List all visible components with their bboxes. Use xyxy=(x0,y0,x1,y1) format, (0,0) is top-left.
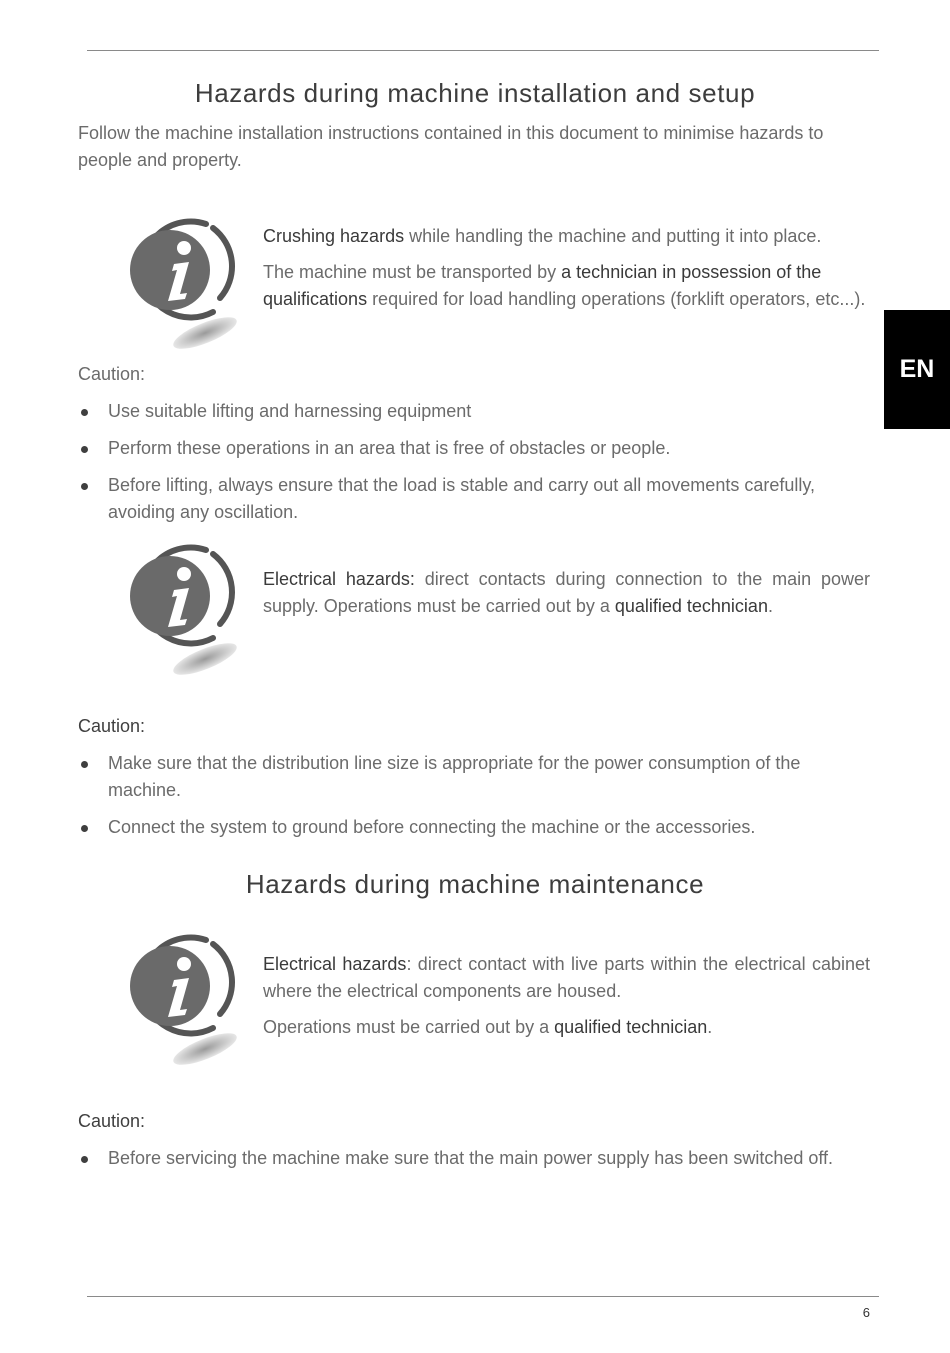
qualified-technician-term: qualified technician xyxy=(554,1017,708,1037)
crushing-hazards-desc: while handling the machine and putting it into place. xyxy=(404,226,822,246)
qualified-technician-term: qualified technician xyxy=(614,596,768,616)
list-item: Before lifting, always ensure that the load is stable and carry out all movements carefully, avoiding any oscillation. xyxy=(78,472,870,526)
list-item: Make sure that the distribution line size is appropriate for the power consumption of the machine. xyxy=(78,750,870,804)
caution-label: Caution: xyxy=(78,1111,146,1131)
info-block-electrical-maintenance xyxy=(263,951,870,1041)
maintenance-note-pre: Operations must be carried out by a xyxy=(263,1017,555,1037)
caution-list-electrical xyxy=(78,750,870,851)
transport-note-post: required for load handling operations (forklift operators, etc...). xyxy=(367,289,866,309)
info-block-electrical-connection xyxy=(263,566,870,620)
info-block-crushing xyxy=(263,223,870,313)
list-item: Use suitable lifting and harnessing equipment xyxy=(78,398,870,425)
footer-rule xyxy=(87,1296,879,1297)
list-item: Before servicing the machine make sure that the main power supply has been switched off. xyxy=(78,1145,870,1172)
maintenance-note-post: . xyxy=(707,1017,713,1037)
transport-note-pre: The machine must be transported by xyxy=(263,262,562,282)
transport-note-qualification: a technician in possession of the qualifications xyxy=(263,262,822,309)
language-tab: EN xyxy=(884,310,950,429)
info-icon xyxy=(110,538,245,678)
info-icon xyxy=(110,928,245,1068)
live-parts-hazard xyxy=(263,951,870,1005)
caution-label: Caution: xyxy=(78,364,146,384)
electrical-hazards-desc: direct contacts during connection to the main power supply. Operations must be carried out by a xyxy=(263,569,871,616)
info-icon xyxy=(110,212,245,352)
electrical-hazards-term: Electrical hazards xyxy=(263,954,407,974)
section-title-maintenance: Hazards during machine maintenance xyxy=(245,869,705,899)
intro-paragraph: Follow the machine installation instructions contained in this document to minimise hazards to people and property. xyxy=(78,123,824,170)
maintenance-operator-note xyxy=(263,1014,870,1041)
header-rule xyxy=(87,50,879,51)
electrical-hazards-term: Electrical hazards: xyxy=(263,569,415,589)
crushing-hazard-line xyxy=(263,223,870,250)
electrical-hazards-post: . xyxy=(767,596,773,616)
caution-list-maintenance xyxy=(78,1145,870,1182)
caution-label: Caution: xyxy=(78,716,146,736)
caution-list-lifting xyxy=(78,398,870,536)
transport-note xyxy=(263,259,870,313)
page-number: 6 xyxy=(862,1305,870,1320)
list-item: Perform these operations in an area that is free of obstacles or people. xyxy=(78,435,870,462)
list-item: Connect the system to ground before connecting the machine or the accessories. xyxy=(78,814,870,841)
crushing-hazards-term: Crushing hazards xyxy=(263,226,405,246)
section-title-installation: Hazards during machine installation and setup xyxy=(194,78,756,108)
live-parts-desc: : direct contact with live parts within the electrical cabinet where the electrical components are housed. xyxy=(263,954,870,1001)
